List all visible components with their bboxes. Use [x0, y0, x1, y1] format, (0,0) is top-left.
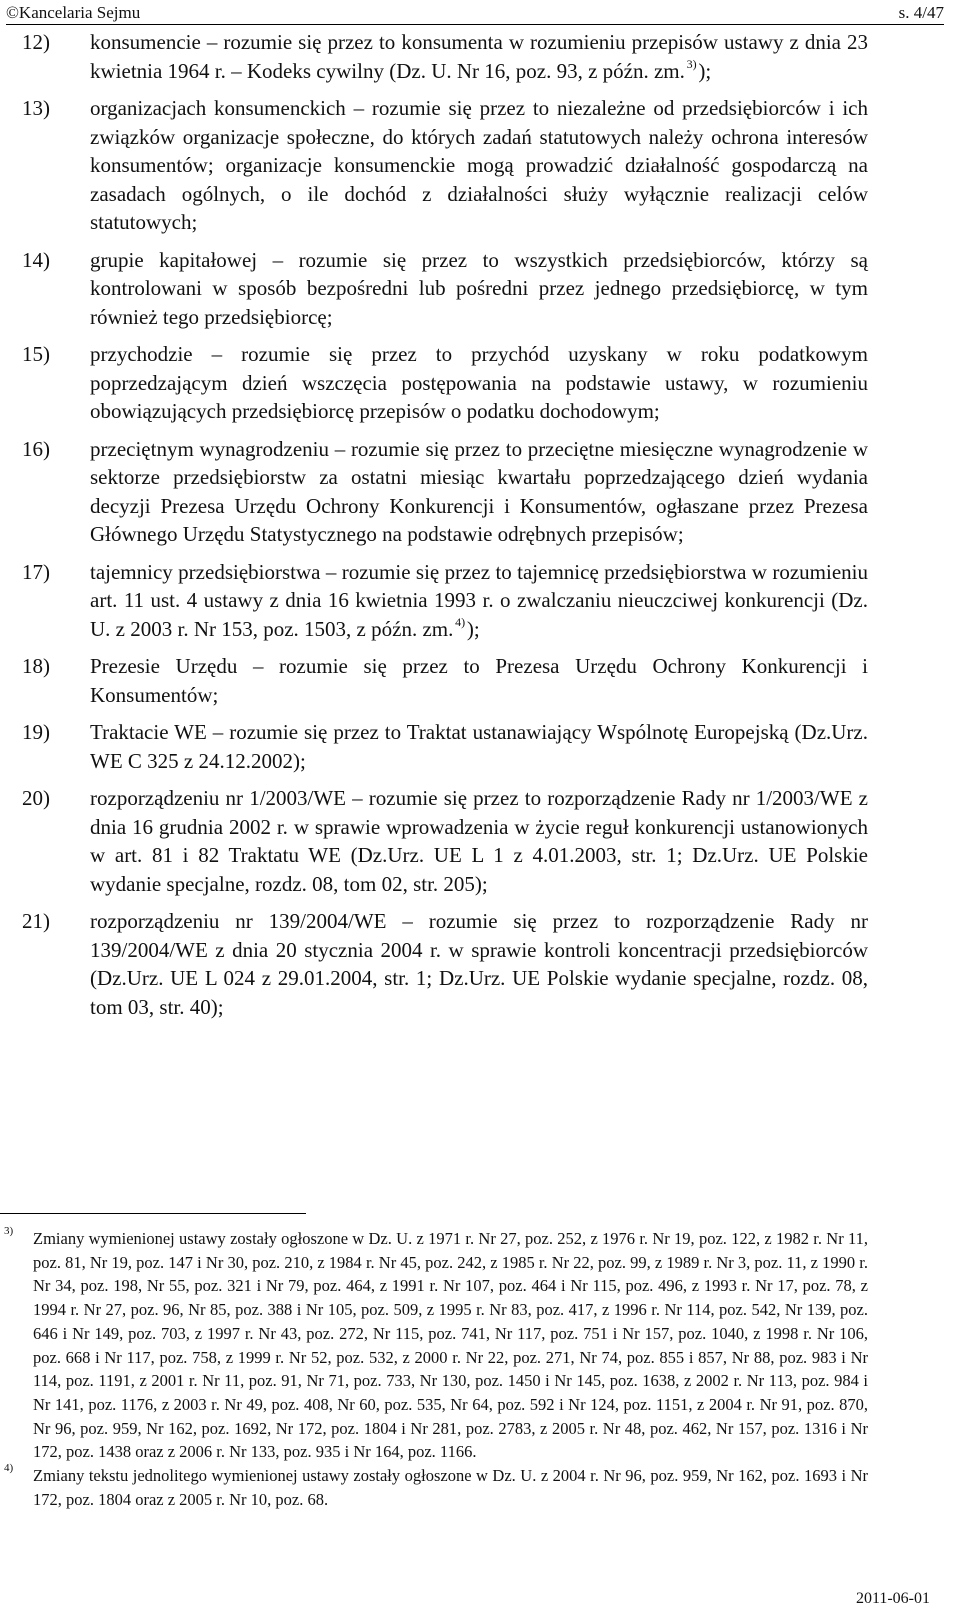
footnotes-section — [0, 1227, 868, 1511]
footnote-text: Zmiany tekstu jednolitego wymienionej ustawy zostały ogłoszone w Dz. U. z 2004 r. Nr 96, poz. 959, Nr 162, poz. 1693 i Nr 172, poz. 1804 oraz z 2005 r. Nr 10, poz. 68. — [33, 1466, 868, 1509]
item-number: 15) — [22, 342, 50, 366]
footnote-ref[interactable]: 3) — [686, 56, 697, 71]
publisher-label: ©Kancelaria Sejmu — [6, 3, 141, 22]
item-number: 21) — [22, 909, 50, 933]
list-item — [22, 28, 868, 85]
item-text-tail: ); — [466, 616, 480, 641]
list-item — [22, 246, 868, 332]
item-number: 18) — [22, 654, 50, 678]
item-text: Prezesie Urzędu – rozumie się przez to Prezesa Urzędu Ochrony Konkurencji i Konsumentów; — [90, 654, 868, 707]
item-text-body: konsumencie – rozumie się przez to konsumenta w rozumieniu przepisów ustawy z dnia 23 kwietnia 1964 r. – Kodeks cywilny (Dz. U. Nr 16, poz. 93, z późn. zm. — [90, 30, 868, 83]
page-footer-date: 2011-06-01 — [855, 1590, 930, 1607]
page-number: s. 4/47 — [898, 3, 944, 22]
item-number: 12) — [22, 30, 50, 54]
item-number: 16) — [22, 436, 50, 461]
list-item — [22, 784, 868, 898]
item-text: przychodzie – rozumie się przez to przychód uzyskany w roku podatkowym poprzedzającym dzień wszczęcia postępowania na podstawie ustawy, w rozumieniu obowiązujących przedsiębiorcę przepisów o podatku dochodowym; — [90, 342, 868, 423]
item-text: Traktacie WE – rozumie się przez to Traktat ustanawiający Wspólnotę Europejską (Dz.Urz. WE C 325 z 24.12.2002); — [90, 720, 868, 773]
item-text: przeciętnym wynagrodzeniu – rozumie się przez to przeciętne miesięczne wynagrodzenie w sektorze przedsiębiorstw za ostatni miesiąc kwartału poprzedzającego dzień wydania decyzji Prezesa Urzędu Ochrony Konkurencji i Konsumentów, ogłaszane przez Prezesa Głównego Urzędu Statystycznego na podstawie odrębnych przepisów; — [90, 436, 868, 546]
item-number: 13) — [22, 96, 50, 120]
list-item — [22, 435, 868, 549]
list-item — [22, 340, 868, 426]
item-number: 19) — [22, 720, 50, 744]
footnote-text: Zmiany wymienionej ustawy zostały ogłoszone w Dz. U. z 1971 r. Nr 27, poz. 252, z 1976 r. Nr 19, poz. 122, z 1982 r. Nr 11, poz. 81, Nr 19, poz. 147 i Nr 30, poz. 210, z 1984 r. Nr 45, poz. 242, z 1985 r. Nr 22, poz. 99, z 1989 r. Nr 3, poz. 11, z 1990 r. Nr 34, poz. 198, Nr 55, poz. 321 i Nr 79, poz. 464, z 1991 r. Nr 107, poz. 464 i Nr 115, poz. 496, z 1993 r. Nr 17, poz. 78, z 1994 r. Nr 27, poz. 96, Nr 85, poz. 388 i Nr 105, poz. 509, z 1995 r. Nr 83, poz. 417, z 1996 r. Nr 114, poz. 542, Nr 139, poz. 646 i Nr 149, poz. 703, z 1997 r. Nr 43, poz. 272, Nr 115, poz. 741, Nr 117, poz. 751 i Nr 157, poz. 1040, z 1998 r. Nr 106, poz. 668 i Nr 117, poz. 758, z 1999 r. Nr 52, poz. 532, z 2000 r. Nr 22, poz. 271, Nr 74, poz. 855 i 857, Nr 88, poz. 983 i Nr 114, poz. 1191, z 2001 r. Nr 11, poz. 91, Nr 71, poz. 733, Nr 130, poz. 1450 i Nr 145, poz. 1638, z 2002 r. Nr 113, poz. 984 i Nr 141, poz. 1176, z 2003 r. Nr 49, poz. 408, Nr 60, poz. 535, Nr 64, poz. 592 i Nr 124, poz. 1151, z 2004 r. Nr 91, poz. 870, Nr 96, poz. 959, Nr 162, poz. 1692, Nr 172, poz. 1804 i Nr 281, poz. 2783, z 2005 r. Nr 48, poz. 462, Nr 157, poz. 1316 i Nr 172, poz. 1438 oraz z 2006 r. Nr 133, poz. 935 i Nr 164, poz. 1166. — [33, 1229, 868, 1462]
definitions-list — [22, 28, 868, 1030]
footnote — [0, 1227, 868, 1464]
item-text: organizacjach konsumenckich – rozumie się przez to niezależne od przedsiębiorców i ich związków organizacje społeczne, do których zadań statutowych należy ochrona interesów konsumentów; organizacje konsumenckie mogą prowadzić działalność gospodarczą na zasadach ogólnych, o ile dochód z działalności służy wyłącznie realizacji celów statutowych; — [90, 96, 868, 234]
item-text: rozporządzeniu nr 1/2003/WE – rozumie się przez to rozporządzenie Rady nr 1/2003/WE z dnia 16 grudnia 2002 r. w sprawie wprowadzenia w życie reguł konkurencji ustanowionych w art. 81 i 82 Traktatu WE (Dz.Urz. UE L 1 z 4.01.2003, str. 1; Dz.Urz. UE Polskie wydanie specjalne, rozdz. 08, tom 02, str. 205); — [90, 786, 868, 896]
item-text: rozporządzeniu nr 139/2004/WE – rozumie się przez to rozporządzenie Rady nr 139/2004/WE z dnia 20 stycznia 2004 r. w sprawie kontroli koncentracji przedsiębiorców (Dz.Urz. UE L 024 z 29.01.2004, str. 1; Dz.Urz. UE Polskie wydanie specjalne, rozdz. 08, tom 03, str. 40); — [90, 909, 868, 1019]
page-header — [6, 2, 944, 24]
list-item — [22, 94, 868, 237]
header-rule — [6, 24, 944, 25]
footnote-mark: 4) — [4, 1462, 14, 1475]
item-number: 17) — [22, 559, 50, 584]
footnote-separator — [0, 1213, 306, 1214]
footnote-ref[interactable]: 4) — [455, 614, 466, 629]
item-number: 14) — [22, 247, 50, 272]
list-item — [22, 907, 868, 1021]
item-number: 20) — [22, 786, 50, 810]
list-item — [22, 652, 868, 709]
list-item — [22, 718, 868, 775]
item-text-body: tajemnicy przedsiębiorstwa – rozumie się przez to tajemnicę przedsiębiorstwa w rozumieniu art. 11 ust. 4 ustawy z dnia 16 kwietnia 1993 r. o zwalczaniu nieuczciwej konkurencji (Dz. U. z 2003 r. Nr 153, poz. 1503, z późn. zm. — [90, 559, 868, 641]
item-text: grupie kapitałowej – rozumie się przez to wszystkich przedsiębiorców, którzy są kontrolowani w sposób bezpośredni lub pośredni przez jednego przedsiębiorcę, w tym również tego przedsiębiorcę; — [90, 247, 868, 329]
footnote — [0, 1464, 868, 1511]
item-text — [90, 28, 868, 85]
item-text — [90, 558, 868, 644]
footnote-mark: 3) — [4, 1225, 14, 1237]
list-item — [22, 558, 868, 644]
item-text-tail: ); — [698, 58, 712, 83]
